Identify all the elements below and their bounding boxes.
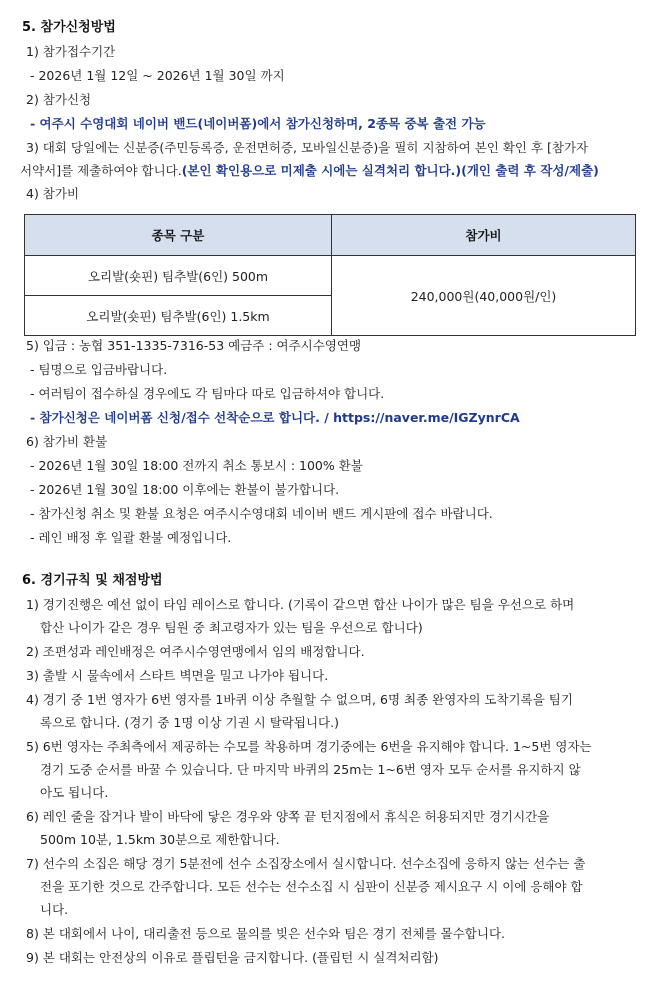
rule-2: 2) 조편성과 레인배정은 여주시수영연맹에서 임의 배정합니다. <box>26 644 365 659</box>
item-3-bold-notice: (본인 확인용으로 미제출 시에는 실격처리 합니다.)(개인 출력 후 작성/제출) <box>181 163 599 178</box>
rule-7-line-2: 전을 포기한 것으로 간주합니다. 모든 선수는 선수소집 시 심판이 신분증 제시요구 시 이에 응해야 합 <box>40 879 583 894</box>
rule-8: 8) 본 대회에서 나이, 대리출전 등으로 물의를 빚은 선수와 팀은 경기 전체를 몰수합니다. <box>26 926 506 941</box>
item-6-detail-4: - 레인 배정 후 일괄 환불 예정입니다. <box>30 530 232 545</box>
item-6-detail-3: - 참가신청 취소 및 환불 요청은 여주시수영대회 네이버 밴드 게시판에 접수 바랍니다. <box>30 506 493 521</box>
item-6-detail-1: - 2026년 1월 30일 18:00 전까지 취소 통보시 : 100% 환불 <box>30 458 363 473</box>
item-5-detail-1: - 팀명으로 입금바랍니다. <box>30 362 168 377</box>
fee-table-fee-value: 240,000원(40,000원/인) <box>332 256 636 336</box>
fee-table-header-fee: 참가비 <box>332 215 636 256</box>
fee-table-event-500m: 오리발(숏핀) 팀추발(6인) 500m <box>25 256 332 296</box>
item-4-label: 4) 참가비 <box>26 186 80 201</box>
item-1-label: 1) 참가접수기간 <box>26 44 116 59</box>
item-1-detail: - 2026년 1월 12일 ~ 2026년 1월 30일 까지 <box>30 68 285 83</box>
table-row <box>25 256 636 296</box>
item-3-line-1: 3) 대회 당일에는 신분증(주민등록증, 운전면허증, 모바일신분증)을 필히 지참하여 본인 확인 후 [참가자 <box>26 140 589 155</box>
item-3-plain-text: 서약서]를 제출하여야 합니다. <box>20 163 182 178</box>
rule-9: 9) 본 대회는 안전상의 이유로 플립턴을 금지합니다. (플립턴 시 실격처리함) <box>26 950 439 965</box>
fee-table-header <box>25 215 636 256</box>
rule-1-line-1: 1) 경기진행은 예선 없이 타임 레이스로 합니다. (기록이 같으면 합산 나이가 많은 팀을 우선으로 하며 <box>26 597 575 612</box>
rule-6-line-1: 6) 레인 줄을 잡거나 발이 바닥에 닿은 경우와 양쪽 끝 턴지점에서 휴식은 허용되지만 경기시간을 <box>26 809 550 824</box>
section-5-heading: 5. 참가신청방법 <box>22 20 116 35</box>
rule-3: 3) 출발 시 물속에서 스타트 벽면을 밀고 나가야 됩니다. <box>26 668 329 683</box>
rule-7-line-1: 7) 선수의 소집은 해당 경기 5분전에 선수 소집장소에서 실시합니다. 선수소집에 응하지 않는 선수는 출 <box>26 856 586 871</box>
rule-5-line-2: 경기 도중 순서를 바꿀 수 있습니다. 단 마지막 바퀴의 25m는 1~6번 영자 모두 순서를 유지하지 않 <box>40 762 581 777</box>
item-2-detail: - 여주시 수영대회 네이버 밴드(네이버폼)에서 참가신청하며, 2종목 중복 출전 가능 <box>30 116 486 131</box>
rule-7-line-3: 니다. <box>40 902 69 917</box>
item-6-label: 6) 참가비 환불 <box>26 434 108 449</box>
item-5-detail-2: - 여러팀이 접수하실 경우에도 각 팀마다 따로 입금하셔야 합니다. <box>30 386 385 401</box>
rule-5-line-1: 5) 6번 영자는 주최측에서 제공하는 수모를 착용하며 경기중에는 6번을 유지해야 합니다. 1~5번 영자는 <box>26 739 592 754</box>
rule-4-line-1: 4) 경기 중 1번 영자가 6번 영자를 1바퀴 이상 추월할 수 없으며, 6명 최종 완영자의 도착기록을 팀기 <box>26 692 573 707</box>
fee-table-header-event: 종목 구분 <box>25 215 332 256</box>
rule-6-line-2: 500m 10분, 1.5km 30분으로 제한합니다. <box>40 832 280 847</box>
fee-table <box>24 214 636 336</box>
item-2-label: 2) 참가신청 <box>26 92 92 107</box>
rule-4-line-2: 록으로 합니다. (경기 중 1명 이상 기권 시 탈락됩니다.) <box>40 715 339 730</box>
item-5-detail-3: - 참가신청은 네이버폼 신청/접수 선착순으로 합니다. / https://naver.me/IGZynrCA <box>30 410 520 425</box>
item-5-label: 5) 입금 : 농협 351-1335-7316-53 예금주 : 여주시수영연맹 <box>26 338 362 353</box>
rule-1-line-2: 합산 나이가 같은 경우 팀원 중 최고령자가 있는 팀을 우선으로 합니다) <box>40 620 423 635</box>
fee-table-event-1500m: 오리발(숏핀) 팀추발(6인) 1.5km <box>25 296 332 336</box>
item-3-line-2 <box>20 163 599 179</box>
item-6-detail-2: - 2026년 1월 30일 18:00 이후에는 환불이 불가합니다. <box>30 482 340 497</box>
section-6-heading: 6. 경기규칙 및 채점방법 <box>22 573 163 588</box>
rule-5-line-3: 아도 됩니다. <box>40 785 109 800</box>
